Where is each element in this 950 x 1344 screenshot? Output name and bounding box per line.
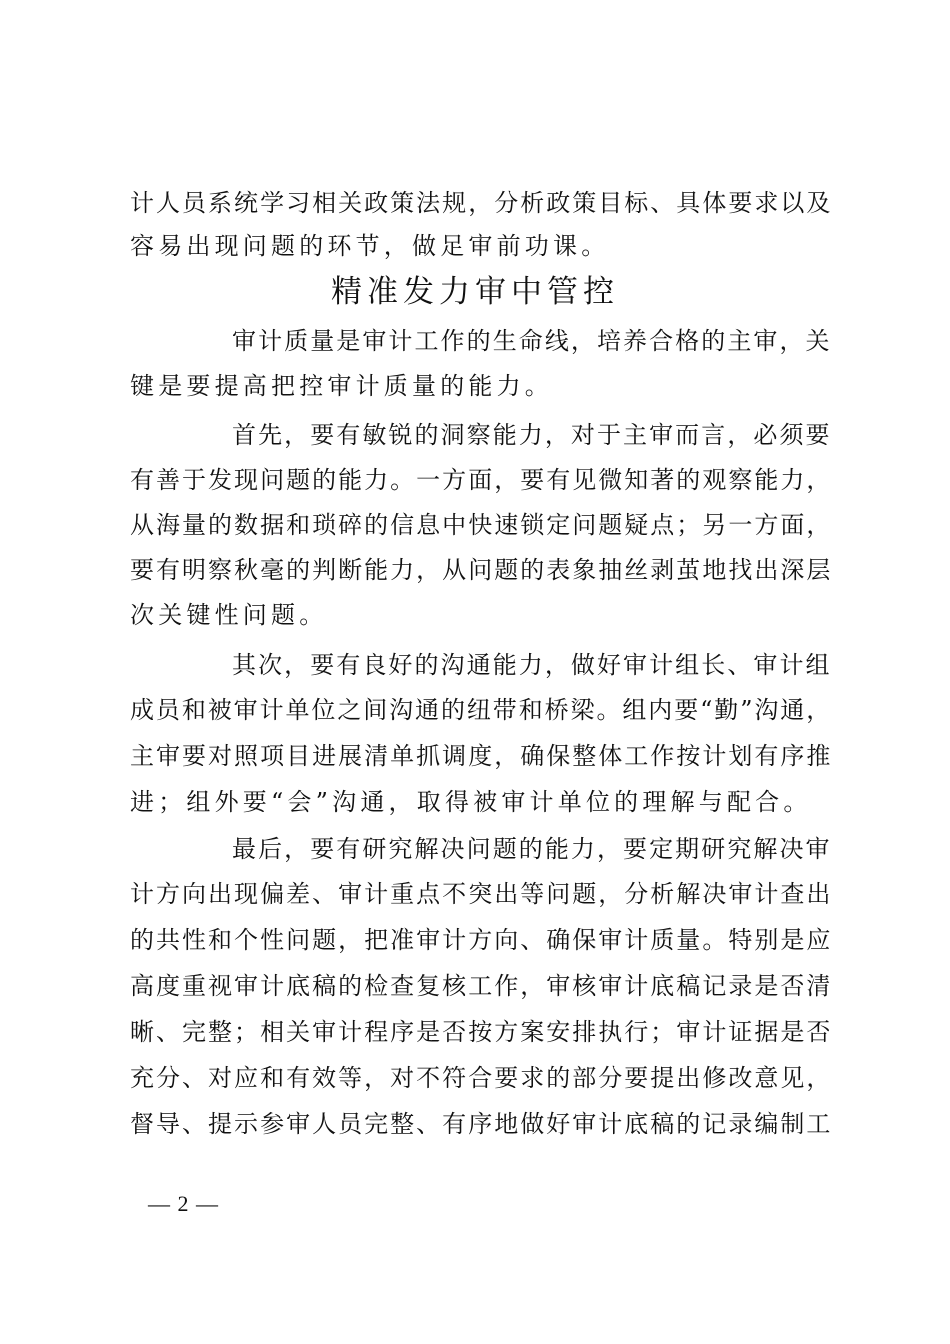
paragraph-line: 首先，要有敏锐的洞察能力，对于主审而言，必须要 [232,421,832,449]
paragraph-line: 要有明察秋毫的判断能力，从问题的表象抽丝剥茧地找出深层 [130,556,833,584]
paragraph-line: 成员和被审计单位之间沟通的纽带和桥梁。组内要“勤”沟通， [130,696,833,724]
paragraph-line: 键是要提高把控审计质量的能力。 [130,372,553,400]
paragraph-line: 充分、对应和有效等，对不符合要求的部分要提出修改意见， [130,1064,833,1092]
section-heading: 精准发力审中管控 [331,274,619,310]
paragraph-line: 次关键性问题。 [130,601,328,629]
paragraph-line: 督导、提示参审人员完整、有序地做好审计底稿的记录编制工 [130,1110,833,1138]
paragraph-line: 计人员系统学习相关政策法规，分析政策目标、具体要求以及 [130,189,833,217]
paragraph-line: 晰、完整；相关审计程序是否按方案安排执行；审计证据是否 [130,1018,833,1046]
page-number: — 2 — [148,1191,219,1216]
paragraph-line: 计方向出现偏差、审计重点不突出等问题，分析解决审计查出 [130,880,833,908]
paragraph-line: 容易出现问题的环节，做足审前功课。 [130,232,610,260]
paragraph-line: 从海量的数据和琐碎的信息中快速锁定问题疑点；另一方面， [130,511,833,539]
paragraph-line: 高度重视审计底稿的检查复核工作，审核审计底稿记录是否清 [130,972,833,1000]
paragraph-line: 最后，要有研究解决问题的能力，要定期研究解决审 [232,835,832,863]
paragraph-line: 其次，要有良好的沟通能力，做好审计组长、审计组 [232,651,832,679]
paragraph-line: 进；组外要“会”沟通，取得被审计单位的理解与配合。 [130,788,812,816]
paragraph-line: 有善于发现问题的能力。一方面，要有见微知著的观察能力， [130,466,833,494]
paragraph-line: 主审要对照项目进展清单抓调度，确保整体工作按计划有序推 [130,742,833,770]
paragraph-line: 的共性和个性问题，把准审计方向、确保审计质量。特别是应 [130,926,833,954]
paragraph-line: 审计质量是审计工作的生命线，培养合格的主审，关 [232,327,832,355]
